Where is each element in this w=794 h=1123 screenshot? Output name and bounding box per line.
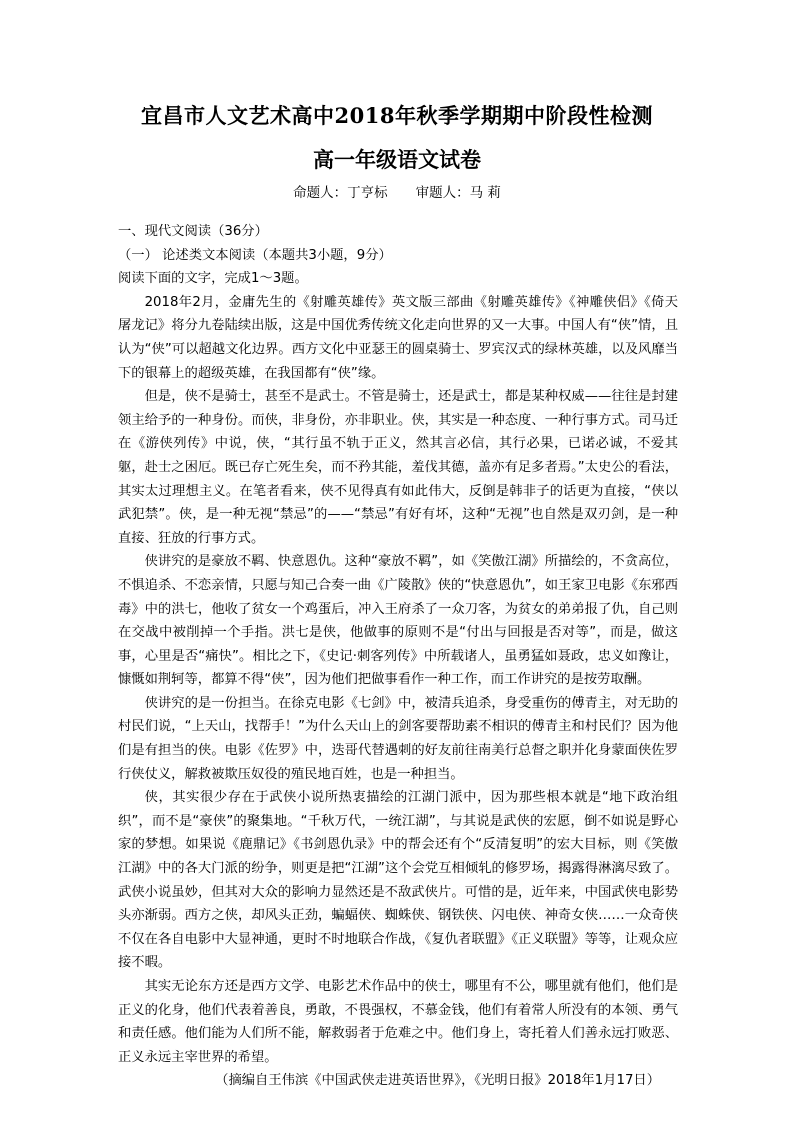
reading-instruction: 阅读下面的文字，完成1～3题。 <box>118 271 308 287</box>
exam-subtitle: 高一年级语文试卷 <box>313 147 481 172</box>
section-subheading: （一） 论述类文本阅读（本题共3小题，9分） <box>118 247 392 263</box>
article-source: （摘编自王伟滨《中国武侠走进英语世界》，《光明日报》2018年1月17日） <box>215 1073 660 1089</box>
article-paragraph-3: 侠讲究的是豪放不羁、快意恩仇。这种“豪放不羁”，如《笑傲江湖》所描绘的，不贪高位，不惧追杀、不恋亲情，只愿与知己合奏一曲《广陵散》侠的“快意恩仇”，如王家卫电影《东邪西毒》中的洪七，他收了贫女一个鸡蛋后，冲入王府杀了一众刀客，为贫女的弟弟报了仇，自己则在交战中被削掉一个手指。洪七是侠，他做事的原则不是“付出与回报是否对等”，而是，做这事，心里是否“痛快”。相比之下，《史记·刺客列传》中所载诸人，虽勇猛如聂政，忠义如豫让，慷慨如荆轲等，都算不得“侠”，因为他们把做事看作一种工作，而工作讲究的是按劳取酬。 <box>118 554 678 688</box>
reading-section <box>118 220 678 1093</box>
article-paragraph-5: 侠，其实很少存在于武侠小说所热衷描绘的江湖门派中，因为那些根本就是“地下政治组织”，而不是“豪侠”的聚集地。“千秋万代，一统江湖”，与其说是武侠的宏愿，倒不如说是野心家的梦想。如果说《鹿鼎记》《书剑恩仇录》中的帮会还有个“反清复明”的宏大目标，则《笑傲江湖》中的各大门派的纷争，则更是把“江湖”这个会党互相倾轧的修罗场，揭露得淋漓尽致了。武侠小说虽妙，但其对大众的影响力显然还是不敌武侠片。可惜的是，近年来，中国武侠电影势头亦渐弱。西方之侠，却风头正劲，蝙蝠侠、蜘蛛侠、钢铁侠、闪电侠、神奇女侠……一众奇侠不仅在各自电影中大显神通，更时不时地联合作战，《复仇者联盟》《正义联盟》等等，让观众应接不暇。 <box>118 790 678 971</box>
author-name: 命题人：丁亨标 <box>293 185 388 201</box>
author-line <box>0 182 794 204</box>
article-paragraph-2: 但是，侠不是骑士，甚至不是武士。不管是骑士，还是武士，都是某种权威——往往是封建领主给予的一种身份。而侠，非身份，亦非职业。侠，其实是一种态度、一种行事方式。司马迁在《游侠列传》中说，侠，“其行虽不轨于正义，然其言必信，其行必果，已诺必诚，不爱其躯，赴士之困厄。既已存亡死生矣，而不矜其能，羞伐其德，盖亦有足多者焉。”太史公的看法，其实太过理想主义。在笔者看来，侠不见得真有如此伟大，反倒是韩非子的话更为直接，“侠以武犯禁”。侠，是一种无视“禁忌”的——“禁忌”有好有坏，这种“无视”也自然是双刃剑，是一种直接、狂放的行事方式。 <box>118 389 678 546</box>
exam-title: 宜昌市人文艺术高中2018年秋季学期期中阶段性检测 <box>141 103 653 128</box>
article-paragraph-6: 其实无论东方还是西方文学、电影艺术作品中的侠士，哪里有不公，哪里就有他们，他们是正义的化身，他们代表着善良，勇敢，不畏强权，不慕金钱，他们有着常人所没有的本领、勇气和责任感。他们能为人们所不能，解救弱者于危难之中。他们身上，寄托着人们善永远打败恶、正义永远主宰世界的希望。 <box>118 979 678 1065</box>
article-paragraph-4: 侠讲究的是一份担当。在徐克电影《七剑》中，被清兵追杀，身受重伤的傅青主，对无助的村民们说，“上天山，找帮手！”为什么天山上的剑客要帮助素不相识的傅青主和村民们？因为他们是有担当的侠。电影《佐罗》中，迭哥代替遇刺的好友前往南美行总督之职并化身蒙面侠佐罗行侠仗义，解救被欺压奴役的殖民地百姓，也是一种担当。 <box>118 695 678 782</box>
article-paragraph-1: 2018年2月，金庸先生的《射雕英雄传》英文版三部曲《射雕英雄传》《神雕侠侣》《倚天屠龙记》将分九卷陆续出版，这是中国优秀传统文化走向世界的又一大事。中国人有“侠”情，且认为“侠”可以超越文化边界。西方文化中亚瑟王的圆桌骑士、罗宾汉式的绿林英雄，以及风靡当下的银幕上的超级英雄，在我国都有“侠”缘。 <box>118 294 678 381</box>
reviewer-name: 审题人：马 莉 <box>415 185 501 201</box>
section-heading: 一、现代文阅读（36分） <box>118 224 268 239</box>
